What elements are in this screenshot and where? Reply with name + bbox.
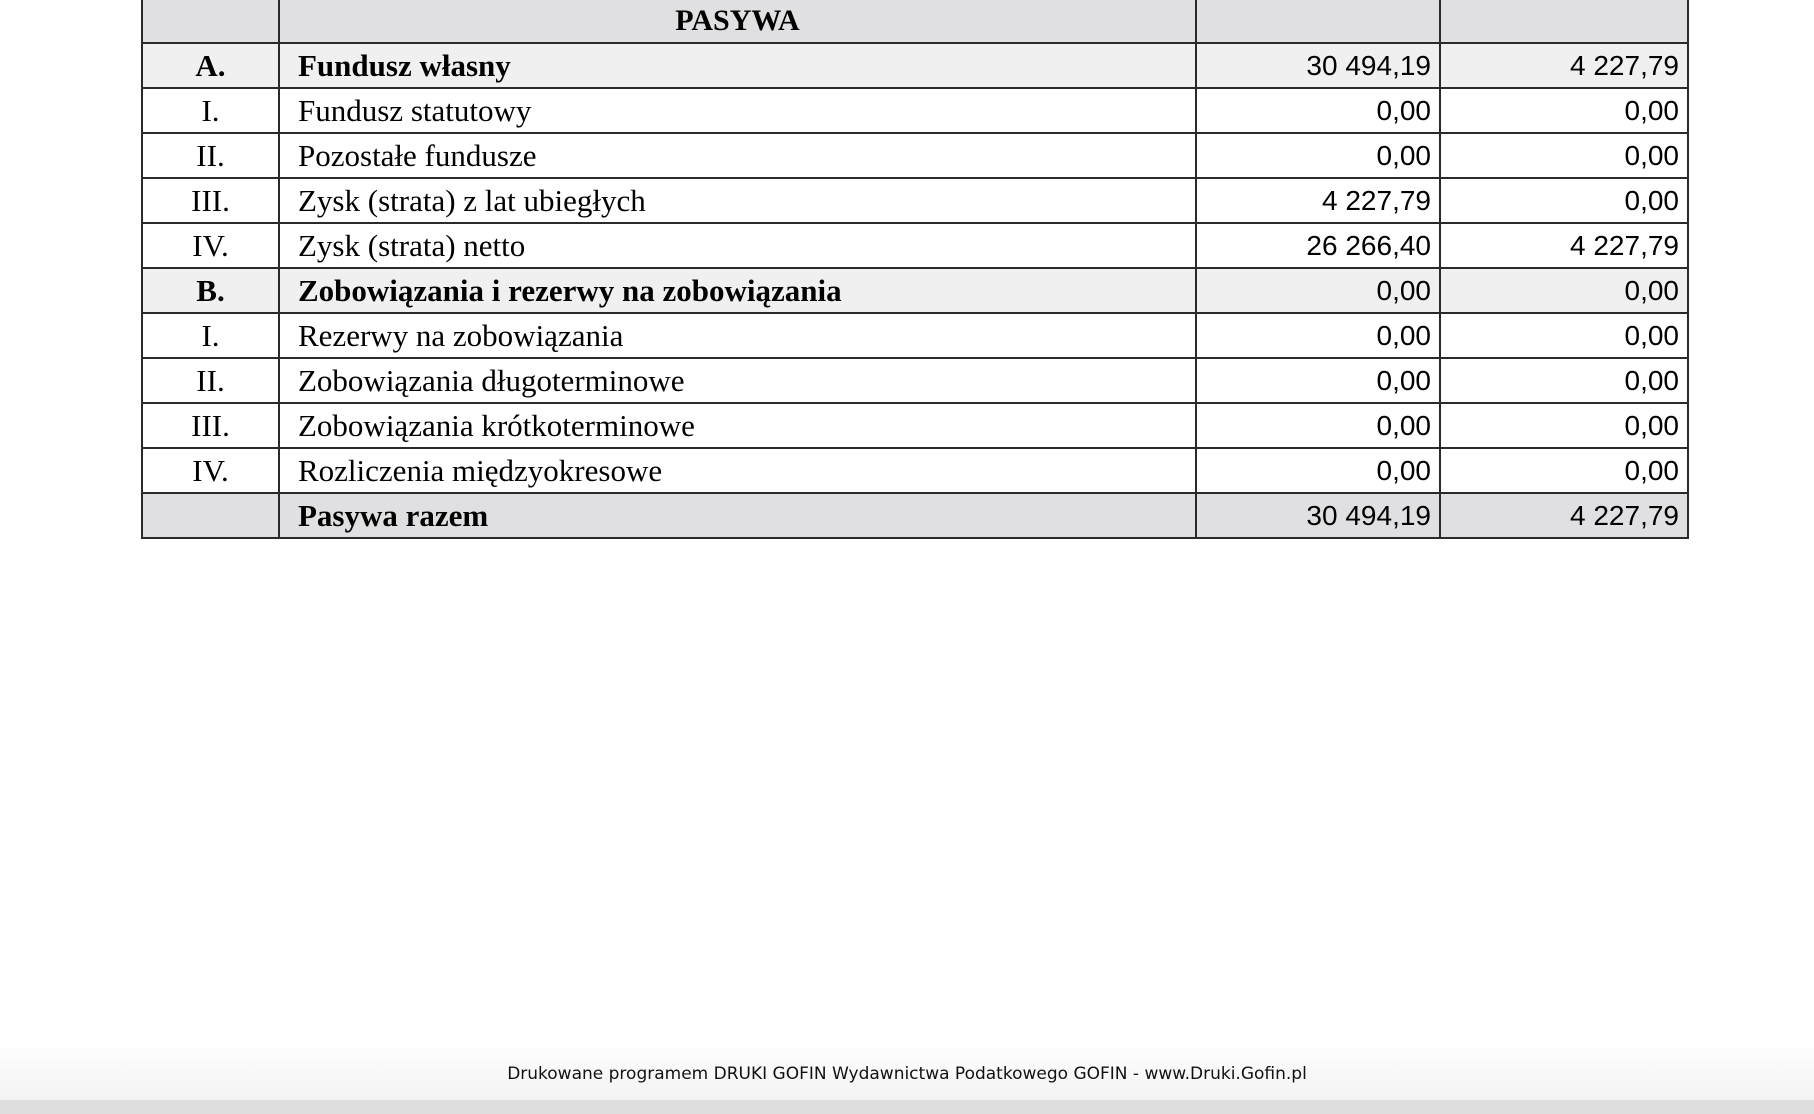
row-number: III.	[142, 403, 279, 448]
row-label: Fundusz własny	[279, 43, 1196, 88]
section-row	[142, 43, 1688, 88]
total-row	[142, 493, 1688, 538]
table-header-row	[142, 0, 1688, 43]
row-number: A.	[142, 43, 279, 88]
row-label: Zysk (strata) netto	[279, 223, 1196, 268]
row-label: Rozliczenia międzyokresowe	[279, 448, 1196, 493]
row-label: Pozostałe fundusze	[279, 133, 1196, 178]
row-number: II.	[142, 358, 279, 403]
value-current-year: 0,00	[1196, 268, 1440, 313]
value-previous-year: 0,00	[1440, 358, 1688, 403]
value-previous-year: 4 227,79	[1440, 493, 1688, 538]
value-current-year: 0,00	[1196, 358, 1440, 403]
value-previous-year: 4 227,79	[1440, 43, 1688, 88]
table-row	[142, 313, 1688, 358]
row-label: Zobowiązania długoterminowe	[279, 358, 1196, 403]
value-previous-year: 0,00	[1440, 448, 1688, 493]
row-label: Fundusz statutowy	[279, 88, 1196, 133]
page-separator	[0, 1100, 1814, 1114]
table-row	[142, 358, 1688, 403]
value-previous-year: 0,00	[1440, 268, 1688, 313]
value-current-year: 0,00	[1196, 133, 1440, 178]
row-number	[142, 493, 279, 538]
row-number: I.	[142, 88, 279, 133]
print-footer: Drukowane programem DRUKI GOFIN Wydawnictwa Podatkowego GOFIN - www.Druki.Gofin.pl	[507, 1064, 1307, 1084]
value-current-year: 0,00	[1196, 403, 1440, 448]
liabilities-table	[141, 0, 1689, 539]
row-label: Zobowiązania i rezerwy na zobowiązania	[279, 268, 1196, 313]
value-previous-year: 0,00	[1440, 313, 1688, 358]
table-row	[142, 88, 1688, 133]
table-row	[142, 403, 1688, 448]
value-current-year: 0,00	[1196, 313, 1440, 358]
value-current-year: 0,00	[1196, 448, 1440, 493]
value-previous-year: 0,00	[1440, 178, 1688, 223]
table-row	[142, 178, 1688, 223]
row-number: IV.	[142, 448, 279, 493]
value-current-year: 26 266,40	[1196, 223, 1440, 268]
row-label: Zysk (strata) z lat ubiegłych	[279, 178, 1196, 223]
value-current-year: 0,00	[1196, 88, 1440, 133]
row-number: III.	[142, 178, 279, 223]
table-title: PASYWA	[279, 0, 1196, 43]
row-label: Pasywa razem	[279, 493, 1196, 538]
table-row	[142, 448, 1688, 493]
table-row	[142, 223, 1688, 268]
row-number: I.	[142, 313, 279, 358]
value-previous-year: 4 227,79	[1440, 223, 1688, 268]
section-row	[142, 268, 1688, 313]
row-number: IV.	[142, 223, 279, 268]
value-current-year: 4 227,79	[1196, 178, 1440, 223]
value-current-year: 30 494,19	[1196, 493, 1440, 538]
row-number: B.	[142, 268, 279, 313]
value-previous-year: 0,00	[1440, 133, 1688, 178]
row-label: Rezerwy na zobowiązania	[279, 313, 1196, 358]
value-previous-year: 0,00	[1440, 88, 1688, 133]
row-number: II.	[142, 133, 279, 178]
value-current-year: 30 494,19	[1196, 43, 1440, 88]
table-row	[142, 133, 1688, 178]
row-label: Zobowiązania krótkoterminowe	[279, 403, 1196, 448]
value-previous-year: 0,00	[1440, 403, 1688, 448]
